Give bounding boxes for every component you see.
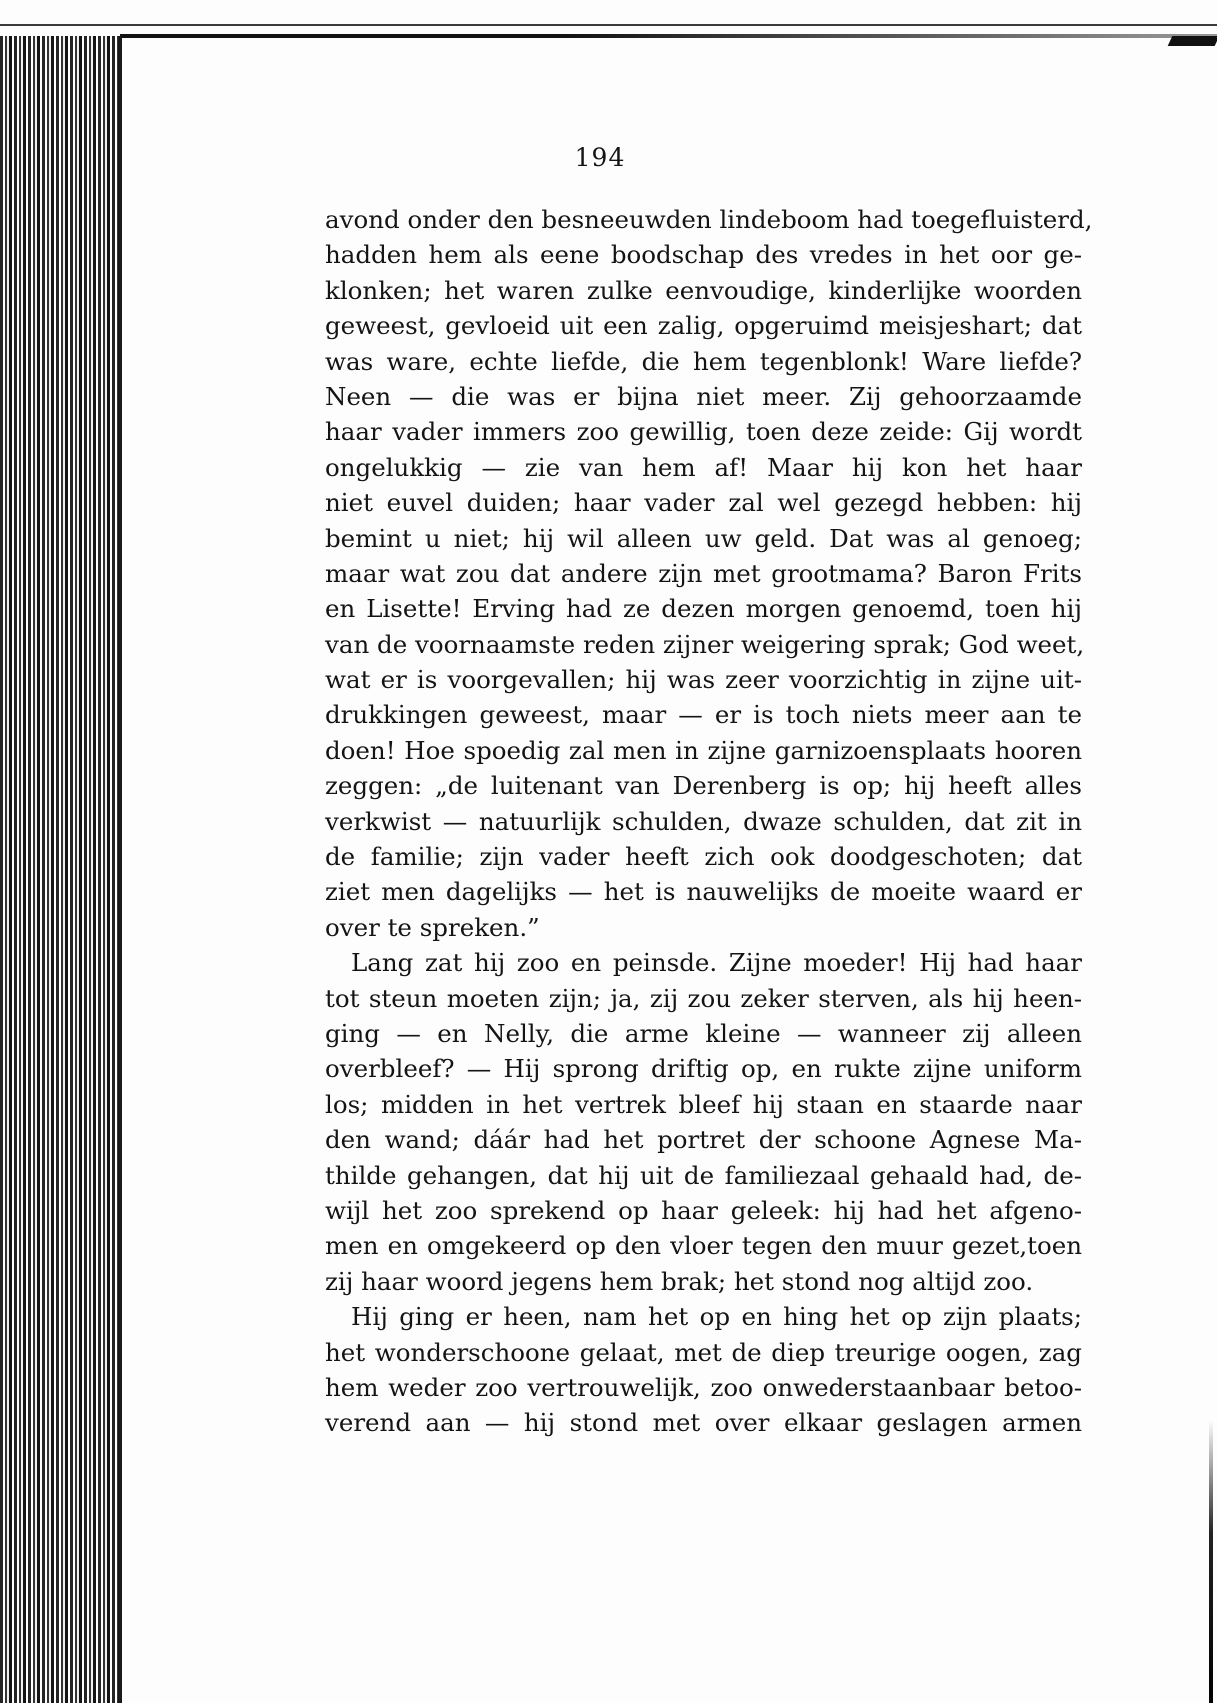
text-line: zij haar woord jegens hem brak; het stond nog altijd zoo.: [325, 1266, 1034, 1296]
text-line: Hij ging er heen, nam het op en hing het op zijn plaats;: [351, 1302, 1082, 1332]
paragraph: [325, 945, 1082, 1299]
text-line: tot steun moeten zijn; ja, zij zou zeker sterven, als hij heen-: [325, 983, 1082, 1013]
corner-scan-mark: [1168, 36, 1217, 46]
text-line: Neen — die was er bijna niet meer. Zij gehoorzaamde: [325, 381, 1082, 411]
text-line: niet euvel duiden; haar vader zal wel gezegd hebben: hij: [325, 488, 1082, 518]
spine-edge: [118, 36, 122, 1703]
text-line: hem weder zoo vertrouwelijk, zoo onwederstaanbaar betoo-: [325, 1372, 1082, 1402]
text-line: ziet men dagelijks — het is nauwelijks de moeite waard er: [325, 877, 1082, 907]
body-text: [325, 202, 1093, 1441]
text-line: verkwist — natuurlijk schulden, dwaze schulden, dat zit in: [325, 806, 1082, 836]
text-line: overbleef? — Hij sprong driftig op, en rukte zijne uniform: [325, 1054, 1082, 1084]
text-line: klonken; het waren zulke eenvoudige, kinderlijke woorden: [325, 275, 1082, 305]
text-line: was ware, echte liefde, die hem tegenblonk! Ware liefde?: [325, 346, 1082, 376]
book-spine: [0, 36, 122, 1703]
text-line: wat er is voorgevallen; hij was zeer voorzichtig in zijne uit-: [325, 665, 1082, 695]
text-line: bemint u niet; hij wil alleen uw geld. Dat was al genoeg;: [325, 523, 1082, 553]
text-line: maar wat zou dat andere zijn met grootmama? Baron Frits: [325, 558, 1082, 588]
text-line: de familie; zijn vader heeft zich ook doodgeschoten; dat: [325, 842, 1082, 872]
text-line: ongelukkig — zie van hem af! Maar hij kon het haar: [325, 452, 1082, 482]
text-line: en Lisette! Erving had ze dezen morgen genoemd, toen hij: [325, 594, 1082, 624]
text-line: zeggen: „de luitenant van Derenberg is op; hij heeft alles: [325, 771, 1082, 801]
text-line: haar vader immers zoo gewillig, toen deze zeide: Gij wordt: [325, 417, 1082, 447]
text-line: men en omgekeerd op den vloer tegen den muur gezet,toen: [325, 1231, 1082, 1261]
paragraph: [325, 1299, 1082, 1441]
text-line: hadden hem als eene boodschap des vredes in het oor ge-: [325, 240, 1082, 270]
text-line: doen! Hoe spoedig zal men in zijne garnizoensplaats hooren: [325, 735, 1082, 765]
text-line: het wonderschoone gelaat, met de diep treurige oogen, zag: [325, 1337, 1082, 1367]
top-scan-rule: [0, 24, 1217, 26]
text-line: over te spreken.”: [325, 912, 540, 942]
page-number: 194: [574, 143, 626, 172]
text-line: den wand; dáár had het portret der schoone Agnese Ma-: [325, 1125, 1082, 1155]
text-line: verend aan — hij stond met over elkaar geslagen armen: [325, 1408, 1082, 1438]
text-line: van de voornaamste reden zijner weigering sprak; God weet,: [325, 629, 1085, 659]
text-line: los; midden in het vertrek bleef hij staan en staarde naar: [325, 1089, 1082, 1119]
text-line: drukkingen geweest, maar — er is toch niets meer aan te: [325, 700, 1082, 730]
text-line: thilde gehangen, dat hij uit de familiezaal gehaald had, de-: [325, 1160, 1082, 1190]
text-line: geweest, gevloeid uit een zalig, opgeruimd meisjeshart; dat: [325, 311, 1082, 341]
right-page-edge: [1209, 1420, 1213, 1703]
text-line: Lang zat hij zoo en peinsde. Zijne moeder! Hij had haar: [351, 948, 1082, 978]
paragraph: [325, 202, 1093, 945]
text-line: wijl het zoo sprekend op haar geleek: hij had het afgeno-: [325, 1195, 1082, 1225]
text-line: avond onder den besneeuwden lindeboom had toegefluisterd,: [325, 205, 1093, 234]
top-page-edge: [120, 34, 1217, 38]
text-line: ging — en Nelly, die arme kleine — wanneer zij alleen: [325, 1018, 1082, 1048]
